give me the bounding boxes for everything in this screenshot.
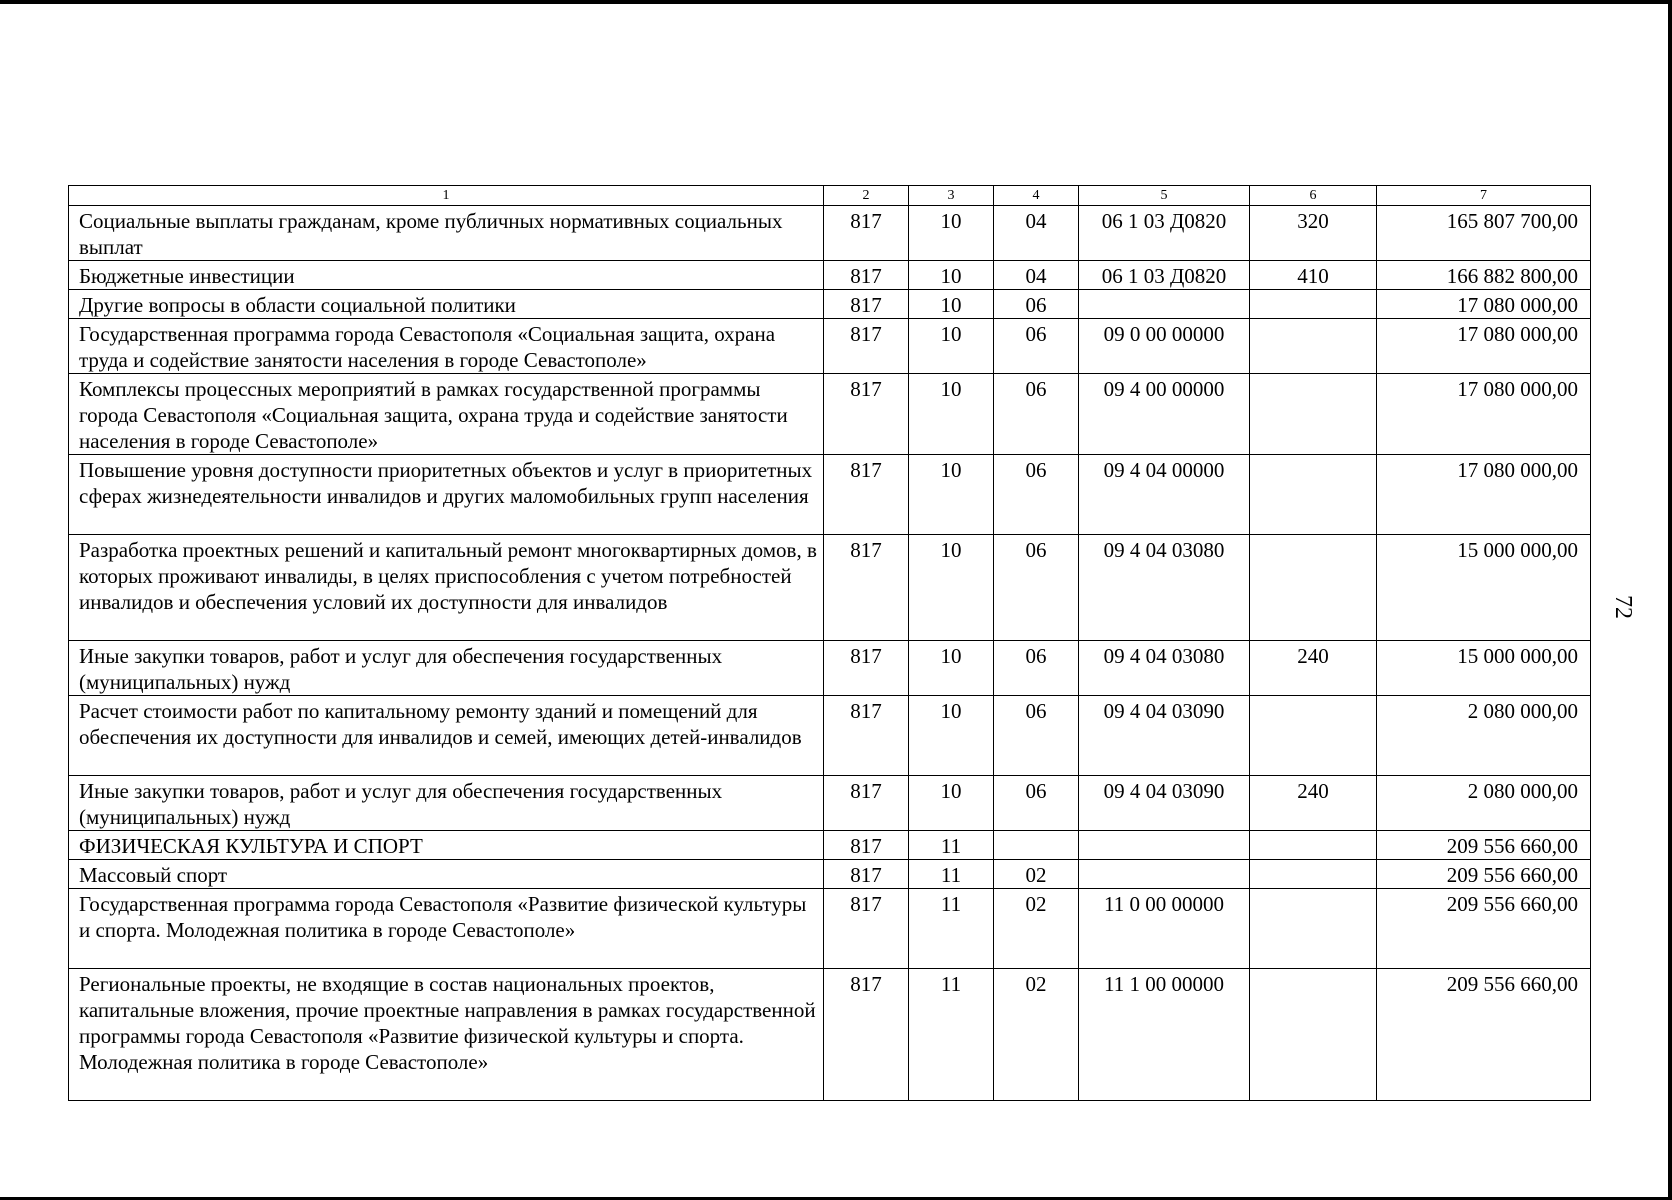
row-section-code: 10: [909, 696, 994, 776]
row-section-code: 10: [909, 776, 994, 831]
table-row: [69, 776, 1591, 831]
row-expense-type: [1250, 831, 1377, 860]
row-name: Иные закупки товаров, работ и услуг для обеспечения государственных (муниципальных) нужд: [69, 776, 824, 831]
row-amount: 209 556 660,00: [1377, 969, 1591, 1101]
row-ministry-code: 817: [824, 206, 909, 261]
table-row: [69, 969, 1591, 1101]
row-name: Социальные выплаты гражданам, кроме публичных нормативных социальных выплат: [69, 206, 824, 261]
row-expense-type: 410: [1250, 261, 1377, 290]
row-name: Бюджетные инвестиции: [69, 261, 824, 290]
row-expense-type: [1250, 889, 1377, 969]
row-amount: 17 080 000,00: [1377, 290, 1591, 319]
row-section-code: 10: [909, 261, 994, 290]
row-name: Массовый спорт: [69, 860, 824, 889]
row-ministry-code: 817: [824, 455, 909, 535]
row-subsection-code: 06: [994, 535, 1079, 641]
row-target-article: 06 1 03 Д0820: [1079, 206, 1250, 261]
row-section-code: 11: [909, 889, 994, 969]
row-target-article: 09 4 04 03080: [1079, 535, 1250, 641]
row-amount: 15 000 000,00: [1377, 641, 1591, 696]
row-expense-type: [1250, 969, 1377, 1101]
table-row: [69, 290, 1591, 319]
row-amount: 17 080 000,00: [1377, 319, 1591, 374]
row-amount: 15 000 000,00: [1377, 535, 1591, 641]
scan-edge-top: [0, 0, 1672, 4]
row-name: Расчет стоимости работ по капитальному ремонту зданий и помещений для обеспечения их доступности для инвалидов и семей, имеющих детей-инвалидов: [69, 696, 824, 776]
row-amount: 209 556 660,00: [1377, 860, 1591, 889]
row-name: Повышение уровня доступности приоритетных объектов и услуг в приоритетных сферах жизнедеятельности инвалидов и других маломобильных групп населения: [69, 455, 824, 535]
row-amount: 166 882 800,00: [1377, 261, 1591, 290]
row-name: Иные закупки товаров, работ и услуг для обеспечения государственных (муниципальных) нужд: [69, 641, 824, 696]
row-expense-type: [1250, 455, 1377, 535]
row-target-article: 09 0 00 00000: [1079, 319, 1250, 374]
row-target-article: [1079, 860, 1250, 889]
row-subsection-code: 04: [994, 261, 1079, 290]
row-subsection-code: 06: [994, 374, 1079, 455]
row-subsection-code: 02: [994, 969, 1079, 1101]
table-row: [69, 889, 1591, 969]
row-section-code: 10: [909, 455, 994, 535]
row-target-article: 09 4 04 03080: [1079, 641, 1250, 696]
row-ministry-code: 817: [824, 696, 909, 776]
row-ministry-code: 817: [824, 776, 909, 831]
row-subsection-code: 06: [994, 641, 1079, 696]
row-subsection-code: 06: [994, 776, 1079, 831]
row-target-article: 11 0 00 00000: [1079, 889, 1250, 969]
header-cell-amount: 7: [1377, 186, 1591, 206]
row-subsection-code: 02: [994, 889, 1079, 969]
row-ministry-code: 817: [824, 290, 909, 319]
row-target-article: 11 1 00 00000: [1079, 969, 1250, 1101]
table-row: [69, 374, 1591, 455]
row-target-article: 09 4 04 03090: [1079, 776, 1250, 831]
row-subsection-code: 06: [994, 290, 1079, 319]
row-section-code: 10: [909, 535, 994, 641]
row-name: Комплексы процессных мероприятий в рамках государственной программы города Севастополя «Социальная защита, охрана труда и содействие занятости населения в городе Севастополе»: [69, 374, 824, 455]
row-amount: 165 807 700,00: [1377, 206, 1591, 261]
row-subsection-code: 04: [994, 206, 1079, 261]
header-cell-name: 1: [69, 186, 824, 206]
row-ministry-code: 817: [824, 969, 909, 1101]
row-expense-type: [1250, 319, 1377, 374]
row-section-code: 10: [909, 206, 994, 261]
table-row: [69, 319, 1591, 374]
row-name: Государственная программа города Севастополя «Развитие физической культуры и спорта. Молодежная политика в городе Севастополе»: [69, 889, 824, 969]
row-subsection-code: 06: [994, 455, 1079, 535]
row-target-article: 09 4 04 03090: [1079, 696, 1250, 776]
table-row: [69, 455, 1591, 535]
row-section-code: 11: [909, 831, 994, 860]
row-ministry-code: 817: [824, 860, 909, 889]
row-section-code: 11: [909, 969, 994, 1101]
header-cell-subsection: 4: [994, 186, 1079, 206]
row-ministry-code: 817: [824, 641, 909, 696]
row-name: Разработка проектных решений и капитальный ремонт многоквартирных домов, в которых проживают инвалиды, в целях приспособления с учетом потребностей инвалидов и обеспечения условий их доступности для инвалидов: [69, 535, 824, 641]
row-amount: 17 080 000,00: [1377, 455, 1591, 535]
header-row: [69, 186, 1591, 206]
row-amount: 209 556 660,00: [1377, 831, 1591, 860]
table-row: [69, 641, 1591, 696]
row-ministry-code: 817: [824, 535, 909, 641]
row-name: Другие вопросы в области социальной политики: [69, 290, 824, 319]
row-section-code: 10: [909, 641, 994, 696]
table-row: [69, 860, 1591, 889]
row-target-article: 09 4 00 00000: [1079, 374, 1250, 455]
table-row: [69, 261, 1591, 290]
row-ministry-code: 817: [824, 374, 909, 455]
header-cell-expense-type: 6: [1250, 186, 1377, 206]
row-expense-type: [1250, 374, 1377, 455]
row-name: ФИЗИЧЕСКАЯ КУЛЬТУРА И СПОРТ: [69, 831, 824, 860]
row-name: Государственная программа города Севастополя «Социальная защита, охрана труда и содействие занятости населения в городе Севастополе»: [69, 319, 824, 374]
table-row: [69, 206, 1591, 261]
row-ministry-code: 817: [824, 831, 909, 860]
row-subsection-code: 06: [994, 696, 1079, 776]
row-amount: 17 080 000,00: [1377, 374, 1591, 455]
scan-edge-right: [1668, 0, 1672, 1200]
row-name: Региональные проекты, не входящие в состав национальных проектов, капитальные вложения, прочие проектные направления в рамках государственной программы города Севастополя «Развитие физической культуры и спорта. Молодежная политика в городе Севастополе»: [69, 969, 824, 1101]
row-target-article: 06 1 03 Д0820: [1079, 261, 1250, 290]
row-amount: 2 080 000,00: [1377, 696, 1591, 776]
row-section-code: 11: [909, 860, 994, 889]
header-cell-section: 3: [909, 186, 994, 206]
row-ministry-code: 817: [824, 889, 909, 969]
row-section-code: 10: [909, 374, 994, 455]
table-row: [69, 831, 1591, 860]
header-cell-target-article: 5: [1079, 186, 1250, 206]
page-number: 72: [1610, 595, 1636, 619]
budget-table: [68, 185, 1591, 1101]
row-expense-type: [1250, 535, 1377, 641]
row-subsection-code: 02: [994, 860, 1079, 889]
row-subsection-code: [994, 831, 1079, 860]
row-expense-type: [1250, 860, 1377, 889]
header-cell-ministry: 2: [824, 186, 909, 206]
row-expense-type: 320: [1250, 206, 1377, 261]
table-row: [69, 535, 1591, 641]
row-expense-type: 240: [1250, 641, 1377, 696]
row-ministry-code: 817: [824, 261, 909, 290]
row-expense-type: [1250, 696, 1377, 776]
row-target-article: [1079, 290, 1250, 319]
row-section-code: 10: [909, 319, 994, 374]
row-expense-type: 240: [1250, 776, 1377, 831]
row-expense-type: [1250, 290, 1377, 319]
table-row: [69, 696, 1591, 776]
row-amount: 209 556 660,00: [1377, 889, 1591, 969]
row-amount: 2 080 000,00: [1377, 776, 1591, 831]
row-subsection-code: 06: [994, 319, 1079, 374]
row-target-article: [1079, 831, 1250, 860]
row-target-article: 09 4 04 00000: [1079, 455, 1250, 535]
row-ministry-code: 817: [824, 319, 909, 374]
row-section-code: 10: [909, 290, 994, 319]
